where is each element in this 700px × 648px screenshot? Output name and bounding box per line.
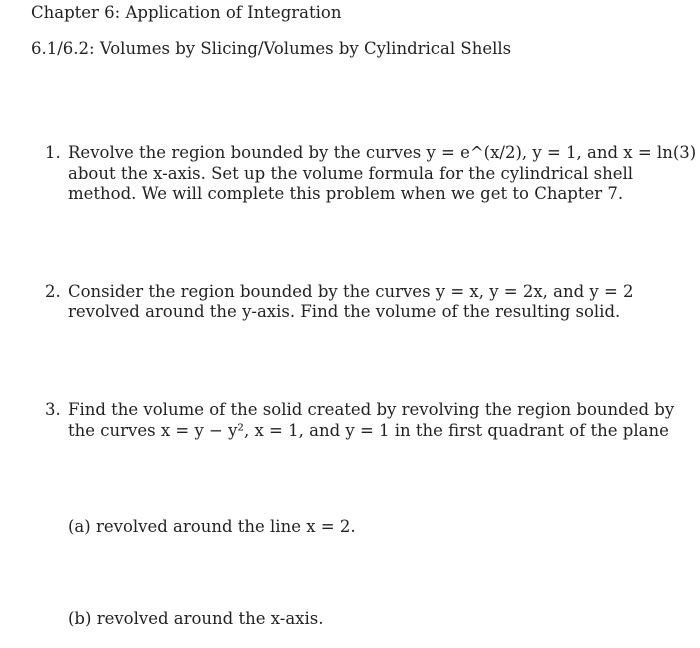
problem-3-number: 3. xyxy=(45,400,61,419)
problem-1-line-3: method. We will complete this problem when we get to Chapter 7. xyxy=(68,184,624,203)
part-b-label: (b) xyxy=(68,609,92,628)
problem-2-line-1: Consider the region bounded by the curves y = x, y = 2x, and y = 2 xyxy=(68,282,634,301)
part-a-text: revolved around the line x = 2. xyxy=(95,517,356,536)
problem-3-line-2: the curves x = y − y², x = 1, and y = 1 in the first quadrant of the plane xyxy=(68,421,669,440)
part-b-text: revolved around the x-axis. xyxy=(96,609,324,628)
problem-1-line-1: Revolve the region bounded by the curves y = e^(x/2), y = 1, and x = ln(3) xyxy=(68,143,697,162)
problem-2-line-2: revolved around the y-axis. Find the volume of the resulting solid. xyxy=(68,302,621,321)
problem-3-part-a xyxy=(68,517,356,537)
problem-3-line-1: Find the volume of the solid created by revolving the region bounded by xyxy=(68,400,675,419)
problem-1-number: 1. xyxy=(45,143,61,162)
section-title: 6.1/6.2: Volumes by Slicing/Volumes by Cylindrical Shells xyxy=(31,39,512,58)
chapter-title: Chapter 6: Application of Integration xyxy=(31,3,342,22)
problem-3-part-b xyxy=(68,609,323,629)
part-a-label: (a) xyxy=(68,517,91,536)
problem-2-number: 2. xyxy=(45,282,61,301)
problem-1-line-2: about the x-axis. Set up the volume formula for the cylindrical shell xyxy=(68,164,634,183)
